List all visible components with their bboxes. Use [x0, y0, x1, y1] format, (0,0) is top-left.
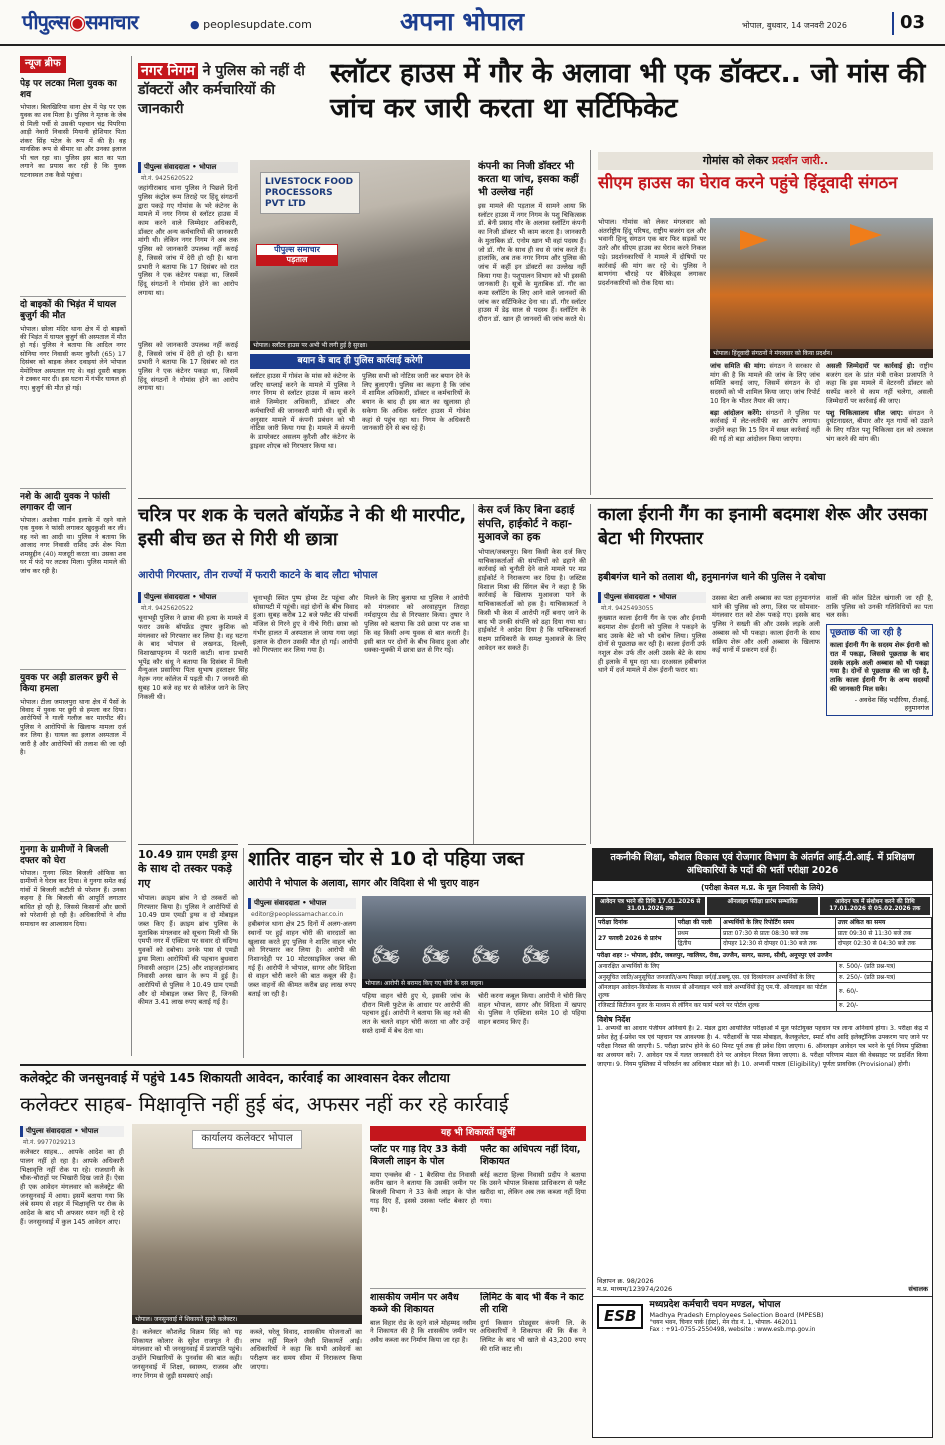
- table-row: [596, 928, 932, 939]
- slaughter-body-1: जहांगीराबाद थाना पुलिस ने पिछले दिनों पुलिस कंट्रोल रूम तिराहे पर हिंदू संगठनों द्वारा पकड़े गए गोमांस के भरे कंटेनर के मामले में नगर निगम से स्लॉटर हाउस में काम करने वाले जिम्मेदार अधिकारी, डॉक्टर और अन्य कर्मचारियों की जानकारी मांगी थी। लेकिन नगर निगम ने अब तक पुलिस को जानकारी उपलब्ध नहीं कराई है, जिससे जांच में देरी हो रही है। थाना प्रभारी ने बताया कि 17 दिसंबर को रात पुलिस ने एक कंटेनर पकड़ा था, जिसमें हिंदू संगठनों ने गोमांस होने का आरोप लगाया था।: [138, 184, 238, 297]
- boyfriend-body-1: चूनाभट्टी पुलिस ने छात्रा की हत्या के मामले में फरार उसके बॉयफ्रेंड तुषार कुशिक को मंगलवार को गिरफ्तार कर लिया है। वह घटना के बाद भोपाल से लखनऊ, दिल्ली, विशाखापट्टनम में फरारी काटी। थाना प्रभारी भूपेंद्र कौर संधू ने बताया कि दिसंबर में मिली मैन्युअल प्रसारिया पिता सुभाष हस्ताक्षर सिंह नेहरू नगर कॉलेज में पढ़ती थी। 7 जनवरी की सुबह 10 बजे वह घर से कॉलेज जाने के लिए निकली थी।: [138, 614, 248, 701]
- vehicle-col2: [362, 992, 470, 1058]
- column-divider: [473, 504, 474, 844]
- kicker-red: नगर निगम: [138, 63, 198, 79]
- column-divider: [590, 150, 591, 495]
- mobile-number: मो.नं. 9425620522: [141, 604, 194, 612]
- page-number: 03: [892, 12, 925, 35]
- protest-col2b-text: संगठनों ने पुलिस पर कार्रवाई में लेट-लतीफी का आरोप लगाया। उन्होंने कहा कि 15 दिन में सख्त कार्रवाई नहीं की गई तो बड़ा आंदोलन किया जाएगा।: [710, 408, 820, 443]
- protest-kicker-text: गोमांस को लेकर: [702, 154, 769, 167]
- table-cell: अनारक्षित अभ्यर्थियों के लिए: [596, 962, 837, 973]
- section-rule: [370, 1288, 586, 1289]
- complaint-title: लिमिट के बाद भी बैंक ने काट ली राशि: [480, 1292, 584, 1316]
- photo-caption: भोपाल। जनसुनवाई में शिकायतें सुनते कलेक्टर।: [132, 1315, 362, 1325]
- brief-item: [20, 669, 126, 838]
- table-header: अभ्यर्थियों के लिए रिपोर्टिंग समय: [721, 918, 836, 929]
- irani-deck: हबीबगंज थाने को तलाश थी, हनुमानगंज थाने की पुलिस ने दबोचा: [598, 572, 826, 583]
- slaughter-headline: स्लॉटर हाउस में गौर के अलावा भी एक डॉक्टर.. जो मांस की जांच कर जारी करता था सर्टिफिकेट: [330, 58, 926, 125]
- table-header-row: [596, 918, 932, 929]
- org-address: "चयन भवन, चिनार पार्क (ईस्ट), मेन रोड नं. 1, भोपाल- 462011: [649, 1318, 797, 1326]
- ad-footer-ids: [593, 1275, 932, 1295]
- highcourt-body: भोपाल/जबलपुर। बिना किसी केस दर्ज किए याचिकाकर्ताओं की संपत्तियों को ढहाने की कार्रवाई को चुनौती देने वाले मामले पर मप्र हाईकोर्ट ने निराकरण कर दिया है। जस्टिस विशाल मिश्रा की सिंगल बेंच ने कहा है कि कार्रवाई के खिलाफ मुआवजा पाने के याचिकाकर्ताओं को हक है। याचिकाकर्ता ने किसी भी केस में आरोपी नहीं बनाए जाने के बाद भी उनकी संपत्ति को ढहा दिया गया था। हाईकोर्ट ने आदेश दिया है कि याचिकाकर्ता सक्षम प्राधिकारी के समक्ष मुआवजे के लिए आवेदन कर सकते हैं।: [478, 547, 586, 652]
- complaint-2: [480, 1144, 586, 1284]
- ad-date-box: आवेदन पत्र में संशोधन करने की तिथि 17.01.2026 से 05.02.2026 तक: [820, 897, 930, 915]
- complaint-text: दुर्गा किसान प्रोड्यूसर कंपनी लि. के अधिकारियों ने शिकायत की कि बैंक ने लिमिट के बाद भी खाते से 43,200 रुपए की राशि काट ली।: [480, 1318, 586, 1353]
- mp-number: म.प्र. माध्यम/123974/2026: [597, 1285, 673, 1294]
- ad-dates: [593, 895, 932, 917]
- byline: पीपुल्स संवाददाता • भोपाल: [248, 898, 356, 909]
- ad-notes-title: विशेष निर्देश: [597, 1014, 631, 1024]
- table-header: परीक्षा की पाली: [675, 918, 721, 929]
- protest-kicker: [598, 152, 933, 170]
- section-rule: [248, 844, 586, 845]
- boyfriend-headline: चरित्र पर शक के चलते बॉयफ्रेंड ने की थी मारपीट, इसी बीच छत से गिरी थी छात्रा: [138, 505, 467, 551]
- slaughter-col5-head: कंपनी का निजी डॉक्टर भी करता था जांच, इसका कहीं भी उल्लेख नहीं: [478, 161, 579, 198]
- flag-icon: [740, 230, 768, 250]
- motorcycle-icon: 🏍: [522, 943, 550, 968]
- investigation-stamp: [256, 244, 338, 266]
- boyfriend-body-2: चूनाभट्टी स्थित पुष्प होम्स टेंट पहुंचा और सोसायटी में पहुंची। वहां दोनों के बीच विवाद हुआ। सुबह करीब 12 बजे फ्लैट की पांचवीं मंजिल से गिरने हुए वे नीचे गिरी। छात्रा को गंभीर हालत में अस्पताल ले जाया गया जहां इलाज के दौरान उसकी मौत हो गई। आरोपी को गिरफ्तार कर लिया गया है।: [253, 594, 358, 655]
- irani-body-1: कुख्यात काला ईरानी गैंग के एक और ईनामी बदमाश शेरू ईरानी को पुलिस ने पकड़ने के बाद उसके बेटे को भी दबोच लिया। पुलिस दोनों से पूछताछ कर रही है। काला ईरानी उर्फ नशुल शेरू उर्फ तीर अली उसके बेटे के साथ ही इलाके में घूम रहा था। दरअसल हबीबगंज थाने में दर्ज मामले में शेरू ईरानी फरार था।: [598, 614, 706, 675]
- boyfriend-col3: [364, 594, 469, 744]
- byline: पीपुल्स संवाददाता • भोपाल: [138, 592, 248, 603]
- complaint-text: बाल विहार रोड के रहने वाले मोहम्मद नसीम ने शिकायत की है कि शासकीय जमीन पर अवैध कब्जा कर निर्माण किया जा रहा है।: [370, 1318, 476, 1345]
- website-text: peoplesupdate.com: [203, 18, 312, 31]
- adv-number: विज्ञापन क्र. 98/2026: [597, 1277, 654, 1286]
- boyfriend-body-3: मिलने के लिए बुलाया था पुलिस ने आरोपी को मंगलवार को अरवाहपुल तिराहा नर्मदापुरम रोड से गिरफ्तार किया। तुषार ने पुलिस को बताया कि उसे छात्रा पर शक था कि वह किसी अन्य युवक से बात करती है। इसी बात पर दोनों के बीच विवाद हुआ और धक्का-मुक्की में छात्रा छत से गिर गई।: [364, 594, 469, 655]
- table-cell: रु. 60/-: [837, 983, 932, 1001]
- vehicle-headline: शातिर वाहन चोर से 10 दो पहिया जब्त: [248, 848, 525, 870]
- photo-caption: भोपाल। हिंदूवादी संगठनों ने मंगलवार को किया प्रदर्शन।: [710, 349, 933, 359]
- column-divider: [243, 848, 244, 1058]
- irani-body-3: वालों की कॉल डिटेल खंगाली जा रही है, ताकि पुलिस को उनकी गतिविधियों का पता चल सके।: [826, 594, 933, 620]
- complaint-text: माया एन्क्लेव बी - 1 बैरसिया रोड निवासी करीम खान ने बताया कि उसकी जमीन पर बिजली विभाग ने 33 केवी लाइन के पोल गाड़ दिए हैं, इससे उसका प्लॉट बेकार हो गया है।: [370, 1170, 476, 1214]
- collector-body-1: कलेक्टर साहब... आपके आदेश का ही पालन नहीं हो रहा है। आपके अधिकारी भिक्षावृत्ति नहीं रोक पा रहे। राजधानी के चौक-चौराहों पर भिखारी दिख जाते हैं। ऐसा ही एक आवेदन मंगलवार को कलेक्ट्रेट की जनसुनवाई में आया। इसमें बताया गया कि लंबे समय से शहर में भिक्षावृत्ति पर रोक के आदेश के बाद भी अफसर ध्यान नहीं दे रहे हैं। जनसुनवाई में कुल 145 आवेदन आए।: [20, 1148, 124, 1226]
- brief-text: भोपाल। छोला मंदिर थाना क्षेत्र में दो बाइकों की भिड़ंत में घायल बुजुर्ग की अस्पताल में मौत हो गई। पुलिस ने बताया कि आदिल नगर सोनिया नगर निवासी कमर कुरैशी (65) 17 दिसंबर को बाइक लेकर दवाइयां लेने भोपाल मेमोरियल अस्पताल गए थे। वहां दूसरी बाइक ने टक्कर मार दी। इस घटना में गंभीर घायल हो गए। बुजुर्ग की मौत हो गई।: [20, 324, 126, 392]
- globe-icon: ●: [190, 18, 200, 31]
- collector-headline: कलेक्टर साहब- मिक्षावृत्ति नहीं हुई बंद, अफसर नहीं कर रहे कार्रवाई: [20, 1092, 509, 1116]
- mobile-number: मो.नं. 9425493055: [601, 604, 654, 612]
- ad-signatory: संचालक: [908, 1285, 928, 1294]
- table-cell: ऑनलाइन आवेदन-कियोस्क के माध्यम से ऑनलाइन भरने वाले अभ्यर्थियों हेतु एम.पी. ऑनलाइन का पोर्टल शुल्क: [596, 983, 837, 1001]
- protest-para: [710, 362, 820, 406]
- table-cell: अनुसूचित जाति/अनुसूचित जनजाति/अन्य पिछड़ा वर्ग/ई.डब्ल्यू.एस. एवं दिव्यांगजन अभ्यर्थियों के लिए: [596, 972, 837, 983]
- ad-org-block: [593, 1296, 932, 1337]
- column-divider: [590, 504, 591, 844]
- slaughter-body-2: पुलिस को जानकारी उपलब्ध नहीं कराई है, जिससे जांच में देरी हो रही है। थाना प्रभारी ने बताया कि 17 दिसंबर को रात पुलिस ने एक कंटेनर पकड़ा था, जिसमें हिंदू संगठनों ने गोमांस होने का आरोप लगाया था।: [138, 340, 238, 393]
- table-cell: दोपहर 02:30 से 04:30 बजे तक: [835, 939, 931, 950]
- table-cell: द्वितीय: [675, 939, 721, 950]
- brief-item: [20, 841, 126, 1000]
- complaint-1: [370, 1144, 476, 1284]
- flag-icon: [850, 224, 882, 246]
- highcourt-story: [478, 504, 586, 844]
- table-row: [596, 972, 932, 983]
- complaints-box-title: यह भी शिकायतें पहुंचीं: [370, 1126, 586, 1141]
- ad-title: तकनीकी शिक्षा, कौशल विकास एवं रोजगार विभाग के अंतर्गत आई.टी.आई. में प्रशिक्षण अधिकारियों के पदों की भर्ती परीक्षा 2026: [593, 849, 932, 881]
- brief-item: [20, 296, 126, 485]
- protest-col2-head: जांच समिति की मांग:: [710, 362, 766, 370]
- org-contact: Fax : +91-0755-2550498, website : www.esb.mp.gov.in: [649, 1326, 816, 1334]
- vehicle-photo: [362, 896, 586, 988]
- highcourt-headline: केस दर्ज किए बिना ढहाई संपत्ति, हाईकोर्ट ने कहा- मुआवजे का हक: [478, 504, 575, 544]
- protest-para: [826, 362, 933, 406]
- collector-col3: [250, 1328, 362, 1438]
- table-header: उत्तर अंकित का समय: [835, 918, 931, 929]
- slaughter-col2: [138, 340, 238, 470]
- brief-item: [20, 488, 126, 667]
- quote-byline: - अवधेश सिंह भदौरिया, टीआई, हनुमानगंज: [854, 695, 929, 712]
- ad-org-text: [649, 1300, 823, 1334]
- vehicle-body-2: पहिया वाहन चोरी हुए थे, इसकी जांच के दौरान मिली फुटेज के आधार पर आरोपी की पहचान हुई। आरोपी ने बताया कि वह नशे की लत के चलते वाहन चोरी करता था और उन्हें सस्ते दामों में बेच देता था।: [362, 992, 470, 1035]
- protest-col3-head: असली जिम्मेदारों पर कार्रवाई हो:: [826, 362, 915, 370]
- protest-col2-text: संगठन ने सरकार से मांग की है कि मामले की जांच के लिए जांच समिति बनाई जाए, जिसमें संगठन के दो सदस्यों को भी शामिल किया जाए। जांच रिपोर्ट 10 दिन के भीतर तैयार की जाए।: [710, 362, 820, 405]
- slaughter-subhead: बयान के बाद ही पुलिस कार्रवाई करेगी: [250, 354, 470, 369]
- vehicle-deck: आरोपी ने भोपाल के अलावा, सागर और विदिशा से भी चुराए वाहन: [248, 878, 479, 889]
- collector-kicker: कलेक्ट्रेट की जनसुनवाई में पहुंचे 145 शिकायती आवेदन, कार्रवाई का आश्वासन देकर लौटाया: [20, 1070, 450, 1085]
- fee-table: [595, 961, 932, 1012]
- motorcycle-icon: 🏍: [372, 943, 400, 968]
- protest-col3b-head: पशु चिकित्सालय सील जाए:: [826, 408, 904, 417]
- section-title: अपना भोपाल: [400, 7, 525, 36]
- ad-subtitle: (परीक्षा केवल म.प्र. के मूल निवासी के लिये): [593, 881, 932, 895]
- stamp-logo: पीपुल्स समाचार: [274, 245, 320, 254]
- brief-title: गुनगा के ग्रामीणों ने बिजली दफ्तर को घेरा: [20, 844, 109, 866]
- table-cell: रु. 20/-: [837, 1001, 932, 1012]
- byline: पीपुल्स संवाददाता • भोपाल: [138, 162, 238, 173]
- quote-text: काला ईरानी गैंग के सदस्य शेरू ईरानी को रात में पकड़ा, जिससे पूछताछ के बाद उसके लड़के अली अब्बास को भी पकड़ा गया है। दोनों से पूछताछ की जा रही है, ताकि काला ईरानी गैंग के अन्य सदस्यों की जानकारी मिल सके।: [830, 641, 929, 693]
- ad-cities: परीक्षा शहर :- भोपाल, इंदौर, जबलपुर, ग्वालियर, रीवा, उज्जैन, सागर, सतना, सीधी, अनूपपुर एवं उज्जैन: [597, 951, 832, 959]
- irani-col1: [598, 590, 706, 840]
- brief-text: भोपाल। अशोका गार्डन इलाके में रहने वाले एक युवक ने फांसी लगाकर खुदकुशी कर ली। वह नशे का आदी था। पुलिस ने बताया कि आजाद नगर निवासी राशिद उर्फ शेरू पिता शमसुद्दीन (40) मजदूरी करता था। उसका शव घर में फंदे पर लटका मिला। पुलिस मामले की जांच कर रही है।: [20, 516, 126, 575]
- kicker-rest: ने पुलिस को नहीं दी डॉक्टरों और कर्मचारियों की जानकारी: [138, 63, 305, 117]
- mobile-number: मो.नं. 9425620522: [141, 174, 194, 182]
- irani-quote-box: [826, 624, 933, 715]
- photo-caption: भोपाल। आरोपी से बरामद किए गए चोरी के दस वाहन।: [362, 979, 586, 989]
- email: editor@peoplessamachar.co.in: [251, 910, 344, 918]
- brief-text: भोपाल। बिलखिरिया थाना क्षेत्र में पेड़ पर एक युवक का शव मिला है। पुलिस ने मृतक के जेब से मिली पर्ची से उसकी पहचान चंद्र पिपरिया आड़ी नेवारी निवासी मियानी होशियार पिता शंकर सिंह पटेल के रूप में की है। वह मानसिक रूप से बीमार था और उनका इलाज भी चल रहा था। पुलिस इस बात का पता लगाने का प्रयास कर रही है कि युवक घटनास्थल तक कैसे पहुंचा।: [20, 103, 126, 179]
- boyfriend-col1: [138, 590, 248, 835]
- table-cell: प्रातः 09:30 से 11:30 बजे तक: [835, 928, 931, 939]
- slaughter-body-4: पुलिस सभी को नोटिस जारी कर बयान देने के लिए बुलाएगी। पुलिस का कहना है कि जांच में शामिल अधिकारी, डॉक्टर व कर्मचारियों के बयान के बाद ही इस बात का खुलासा हो सकेगा कि अधिक स्लॉटर हाउस में गोवंश कहां से पहुंच रहा था। निगम के अधिकारी जानकारी देने से बच रहे हैं।: [362, 372, 470, 433]
- table-cell: रु. 500/- (प्रति प्रश्न-पत्र): [837, 962, 932, 973]
- brief-title: पेड़ पर लटका मिला युवक का शव: [20, 78, 117, 100]
- masthead: [0, 0, 945, 46]
- slaughter-body-3: स्लॉटर हाउस में गोवंश के मांस को कंटेनर के जरिए सप्लाई करने के मामले में पुलिस ने नगर निगम से स्लॉटर हाउस में काम करने वाले जिम्मेदार अधिकारी, डॉक्टर और कर्मचारियों की जानकारी मांगी थी। सूत्रों के अनुसार मामले में कंपनी प्रबंधन को भी नोटिस जारी किया गया है। मामले में कंपनी के डायरेक्टर असलम कुरैशी और कंटेनर के ड्राइवर शोएब को गिरफ्तार किया था।: [250, 372, 355, 450]
- recruitment-ad: [592, 848, 933, 1438]
- org-name-english: Madhya Pradesh Employees Selection Board (MPESB): [649, 1310, 824, 1319]
- irani-body-2: उसका बेटा अली अब्बास का पता हनुमानगंज थाने की पुलिस को लगा, जिस पर सोमवार-मंगलवार रात को शेरू पकड़े गए। इसके बाद पुलिस ने सख्ती की और उसके लड़के अली अब्बास को भी पकड़ा। काला ईरानी के साथ सक्रिय शेरू और अली अब्बास के खिलाफ कई थानों में प्रकरण दर्ज हैं।: [712, 594, 820, 655]
- ad-date-box: ऑनलाइन परीक्षा प्रारंभ सम्भावित: [707, 897, 817, 915]
- ad-id-group: [597, 1277, 672, 1293]
- protest-col2: [710, 362, 820, 494]
- boyfriend-col2: [253, 594, 358, 744]
- org-name-hindi: मध्यप्रदेश कर्मचारी चयन मण्डल, भोपाल: [649, 1299, 781, 1310]
- website-link[interactable]: [190, 18, 312, 32]
- slaughter-body-5: इस मामले की पड़ताल में सामने आया कि स्लॉटर हाउस में नगर निगम के पशु चिकित्सक डॉ. बेनी प्रसाद गौर के अलावा स्लॉटिंग कंपनी का निजी डॉक्टर भी काम करता है। जानकारी के मुताबिक डॉ. एनोम खान भी वहां पदस्थ हैं। जो डॉ. गौर के साथ ही वध से जांच करते हैं। हालांकि, अब तक नगर निगम और पुलिस की जांच में कहीं इन डॉक्टरों का उल्लेख नहीं किया गया है। पशुपालन विभाग को भी इसकी जानकारी है। सूत्रों के मुताबिक डॉ. गौर का कमा स्लॉटिंग के लिए आने वाले जानवरों की जांच कर सर्टिफिकेट देना था। डॉ. गौर स्लॉटर हाउस में डेढ़ साल से पदस्थ हैं। स्लॉटिंग के दौरान डॉ. खान ही जानवरों की जांच करते थे।: [478, 202, 586, 324]
- table-cell: 27 फरवरी 2026 से प्रारंभ: [596, 928, 676, 949]
- column-divider: [131, 56, 132, 1056]
- brief-label: न्यूज ब्रीफ: [20, 56, 66, 73]
- complaint-title: फ्लैट का अधिपत्य नहीं दिया, शिकायत: [480, 1144, 581, 1168]
- mdma-body: भोपाल। क्राइम ब्रांच ने दो तस्करों को गिरफ्तार किया है। पुलिस ने आरोपियों से 10.49 ग्राम एमडी ड्रग्स व दो मोबाइल जब्त किए हैं। क्राइम ब्रांच पुलिस के मुताबिक मंगलवार को सूचना मिली थी कि एमपी नगर में एक्टिवा पर सवार दो संदिग्ध युवकों को दबोचा। उनके पास से एमडी ड्रग्स मिला। आरोपियों की पहचान बुधवारा निवासी अरहान (25) और शाहजहांनाबाद निवासी अनस खान के रूप में हुई है। आरोपियों से पुलिस ने 10.49 ग्राम एमडी और दो मोबाइल जब्त किए हैं, जिनकी कीमत 3.41 लाख रुपए बताई गई है।: [138, 893, 238, 1007]
- irani-col2: [712, 594, 820, 834]
- table-row: [596, 983, 932, 1001]
- logo-left: पीपुल्स: [22, 10, 69, 34]
- table-header: परीक्षा दिनांक: [596, 918, 676, 929]
- table-row: [596, 962, 932, 973]
- vehicle-col1: [248, 896, 356, 1058]
- protest-kicker-red: प्रदर्शन जारी..: [771, 154, 829, 167]
- byline: पीपुल्स संवाददाता • भोपाल: [20, 1126, 124, 1137]
- slaughter-col3: [250, 372, 355, 492]
- brief-text: भोपाल। गुनगा स्थित बिजली ऑफिस का ग्रामीणों ने घेराव कर दिया। वे गुनगा समेत कई गांवों में बिजली कटौती से परेशान हैं। उनका कहना है कि बिजली की आपूर्ति लगातार बाधित हो रही है, जिससे किसानों और छात्रों को परेशानी हो रही है। अधिकारियों ने शीघ्र समाधान का आश्वासन दिया।: [20, 869, 126, 928]
- table-cell: दोपहर 12:30 से दोपहर 01:30 बजे तक: [721, 939, 836, 950]
- slaughter-col1: [138, 160, 238, 335]
- logo-right: समाचार: [85, 10, 138, 34]
- slaughter-col5: [478, 160, 586, 495]
- byline: पीपुल्स संवाददाता • भोपाल: [598, 592, 706, 603]
- table-cell: प्रथम: [675, 928, 721, 939]
- quote-title: पूछताछ की जा रही है: [830, 628, 902, 639]
- company-sign: LIVESTOCK FOOD PROCESSORS PVT LTD: [260, 172, 360, 214]
- news-brief: [20, 56, 126, 1056]
- protest-col3: [826, 362, 933, 494]
- logo: पीपुल्स◉समाचार: [22, 10, 138, 34]
- section-rule: [20, 1064, 586, 1066]
- collector-col1: [20, 1124, 124, 1439]
- vehicle-body-3: चोरी करना कबूल किया। आरोपी ने चोरी किए वाहन भोपाल, सागर और विदिशा में खपाए थे। पुलिस ने एक्टिवा समेत 10 दो पहिया वाहन बरामद किए हैं।: [478, 992, 586, 1027]
- ad-notes: 1. अभ्यर्थी का आधार पंजीयन अनिवार्य है। 2. मंडल द्वारा आयोजित परीक्षाओं में मूल फोटोयुक्त पहचान पत्र लाना अनिवार्य होगा। 3. परीक्षा केंद्र में प्रवेश हेतु ई-प्रवेश पत्र एवं पहचान पत्र आवश्यक है। 4. परीक्षार्थी के पास मोबाइल, कैलकुलेटर, स्मार्ट वॉच आदि इलेक्ट्रॉनिक उपकरण पाए जाने पर परीक्षा निरस्त की जाएगी। 5. परीक्षा प्रारंभ होने के 60 मिनट पूर्व तक ही प्रवेश दिया जाएगा। 6. ऑनलाइन आवेदन पत्र भरने के पूर्व नियम पुस्तिका का अध्ययन करें। 7. आवेदन पत्र में गलत जानकारी देने पर आवेदन निरस्त किया जाएगा। 8. परीक्षा परिणाम मंडल की वेबसाइट पर प्रदर्शित किया जाएगा। 9. नियम पुस्तिका में परिवर्तन का अधिकार मंडल को है। 10. अभ्यर्थी पात्रता (Eligibility) पूर्णतः प्रावधिक (Provisional) होगी।: [597, 1025, 928, 1069]
- collector-photo: [132, 1124, 362, 1324]
- collector-body-2: है। कलेक्टर कौशलेंद्र विक्रम सिंह को यह शिकायत कोलार के सुरेश राजपूत ने दी। मंगलवार को भी जनसुनवाई में प्रजापति पहुंचे। उन्होंने भिखारियों के पुनर्वास की बात कही। जनसुनवाई में शिक्षा, स्वास्थ्य, राजस्व और नगर निगम से जुड़ी समस्याएं आईं।: [132, 1328, 242, 1380]
- table-row: [596, 1001, 932, 1012]
- ad-date-box: आवेदन पत्र भरने की तिथि 17.01.2026 से 31.01.2026 तक: [595, 897, 705, 915]
- boyfriend-deck: आरोपी गिरफ्तार, तीन राज्यों में फरारी काटने के बाद लौटा भोपाल: [138, 570, 378, 581]
- section-rule: [138, 498, 933, 499]
- motorcycle-icon: 🏍: [422, 943, 450, 968]
- vehicle-body-1: हबीबगंज थाना क्षेत्र 25 दिनों में अलग-अलग स्थानों पर हुई वाहन चोरी की वारदातों का खुलासा करते हुए पुलिस ने शातिर वाहन चोर को गिरफ्तार कर लिया है। आरोपी की निशानदेही पर 10 मोटरसाइकिल जब्त की गई हैं। आरोपी ने भोपाल, सागर और विदिशा से वाहन चोरी करने की बात कबूल की है। जब्त वाहनों की कीमत करीब छह लाख रुपए बताई जा रही है।: [248, 920, 356, 998]
- collector-col2: [132, 1328, 242, 1438]
- protest-headline: सीएम हाउस का घेराव करने पहुंचे हिंदूवादी संगठन: [598, 173, 898, 192]
- complaint-title: शासकीय जमीन पर अवैध कब्जे की शिकायत: [370, 1292, 459, 1316]
- protest-col3-text: राष्ट्रीय बजरंग दल के प्रांत मंत्री राकेश प्रजापति ने कहा कि इस मामले में वेटरनरी डॉक्टर को सस्पेंड करने से काम नहीं चलेगा, असली जिम्मेदारों पर कार्रवाई की जाए।: [826, 362, 933, 405]
- complaint-3: [370, 1292, 476, 1438]
- brief-title: युवक पर अड़ी डालकर छुरी से किया हमला: [20, 673, 118, 695]
- protest-para: [710, 409, 820, 444]
- collector-body-3: कब्जे, घरेलू विवाद, शासकीय योजनाओं का लाभ नहीं मिलने जैसी शिकायतें आई। अधिकारियों ने कहा कि सभी आवेदनों का परीक्षण कर समय सीमा में निराकरण किया जाएगा।: [250, 1328, 362, 1371]
- protest-col2b-head: बड़ा आंदोलन करेंगे:: [710, 408, 762, 417]
- protest-para: [826, 409, 933, 444]
- brief-title: दो बाइकों की भिड़ंत में घायल बुजुर्ग की मौत: [20, 300, 117, 322]
- section-rule: [138, 844, 238, 845]
- slaughter-kicker: [138, 62, 318, 119]
- slaughter-photo: [250, 160, 470, 350]
- mdma-headline: 10.49 ग्राम एमडी ड्रग्स के साथ दो तस्कर पकड़े गए: [138, 848, 238, 890]
- complaint-text: बर्रई कटारा हिल्स निवासी प्रदीप ने बताया कि उसने भोपाल विकास प्राधिकरण से फ्लैट खरीदा था, लेकिन अब तक कब्जा नहीं दिया गया।: [480, 1170, 586, 1205]
- irani-headline: काला ईरानी गैंग का इनामी बदमाश शेरू और उसका बेटा भी गिरफ्तार: [598, 505, 928, 549]
- brief-item: [20, 79, 126, 294]
- irani-col3: [826, 594, 933, 834]
- table-cell: रु. 250/- (प्रति प्रश्न-पत्र): [837, 972, 932, 983]
- complaint-title: प्लॉट पर गाड़ दिए 33 केवी बिजली लाइन के पोल: [370, 1144, 467, 1168]
- protest-body-1: भोपाल। गोमांस को लेकर मंगलवार को अंतर्राष्ट्रीय हिंदू परिषद, राष्ट्रीय बजरंग दल और भवानी हिन्दू संगठन एक बार फिर सड़कों पर उतरे और सीएम हाउस का घेराव करने निकल पड़े। प्रदर्शनकारियों ने मामले में दोषियों पर कार्रवाई की मांग कर रहे थे। पुलिस ने बाणगंगा चौराहे पर बैरिकेड्स लगाकर प्रदर्शनकारियों को रोक दिया था।: [598, 218, 706, 287]
- slaughter-col4: [362, 372, 470, 492]
- motorcycle-icon: 🏍: [472, 943, 500, 968]
- protest-photo: [710, 218, 933, 358]
- table-cell: रजिस्टर्ड सिटीजन यूजर के माध्यम से लॉगिन कर फार्म भरने पर पोर्टल शुल्क: [596, 1001, 837, 1012]
- dateline: भोपाल, बुधवार, 14 जनवरी 2026: [742, 21, 847, 30]
- complaint-4: [480, 1292, 586, 1438]
- office-sign: कार्यालय कलेक्टर भोपाल: [192, 1130, 302, 1149]
- protest-col3b-text: संगठन ने दुर्घटनाग्रस्त, बीमार और मृत गायों को उठाने के लिए गठित पशु चिकित्सा दल को तत्काल भंग करने की मांग की।: [826, 408, 933, 443]
- brief-text: भोपाल। टीला जमालपुरा थाना क्षेत्र में पैसों के विवाद में युवक पर छुरी से हमला कर दिया। आरोपियों ने गाली गलौज कर मारपीट की। पुलिस ने आरोपियों के खिलाफ मामला दर्ज कर लिया है। घायल का इलाज अस्पताल में जारी है और आरोपियों की तलाश की जा रही है।: [20, 697, 126, 757]
- stamp-sub: पड़ताल: [257, 255, 337, 265]
- exam-schedule-table: [595, 917, 932, 950]
- brief-title: नशे के आदी युवक ने फांसी लगाकर दी जान: [20, 491, 110, 513]
- esb-logo: ESB: [597, 1304, 643, 1329]
- photo-caption: भोपाल। स्लॉटर हाउस पर अभी भी लगी हुई है सुरक्षा।: [250, 341, 470, 351]
- table-cell: प्रातः 07:30 से प्रातः 08:30 बजे तक: [721, 928, 836, 939]
- mobile-number: मो.नं. 9977029213: [23, 1138, 76, 1146]
- protest-col1: [598, 218, 706, 493]
- vehicle-col3: [478, 992, 586, 1058]
- mdma-story-cont: [138, 1000, 238, 1058]
